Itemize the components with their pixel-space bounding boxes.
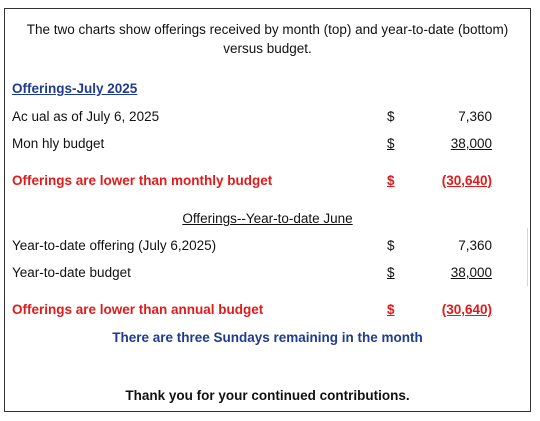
monthly-actual-label: Ac ual as of July 6, 2025 bbox=[12, 109, 160, 124]
monthly-variance-amount: (30,640) bbox=[441, 173, 492, 188]
monthly-budget-amount: 38,000 bbox=[450, 136, 492, 151]
monthly-budget-label: Mon hly budget bbox=[12, 136, 105, 151]
monthly-variance-currency: $ bbox=[387, 173, 395, 188]
ytd-budget-amount: 38,000 bbox=[450, 265, 492, 280]
monthly-budget-currency: $ bbox=[387, 136, 395, 151]
sundays-remaining-note: There are three Sundays remaining in the month bbox=[112, 330, 423, 345]
ytd-budget-row bbox=[12, 264, 502, 282]
ytd-offering-label: Year-to-date offering (July 6,2025) bbox=[12, 238, 217, 253]
ytd-offering-currency: $ bbox=[387, 238, 395, 253]
ytd-offering-row bbox=[12, 237, 502, 255]
report-frame bbox=[4, 8, 531, 412]
monthly-actual-row bbox=[12, 108, 502, 126]
monthly-actual-currency: $ bbox=[387, 109, 395, 124]
intro-line-1: The two charts show offerings received by month (top) and year-to-date (bottom) bbox=[26, 22, 509, 37]
ytd-variance-currency: $ bbox=[387, 302, 395, 317]
ytd-budget-label: Year-to-date budget bbox=[12, 265, 131, 280]
cell-divider bbox=[527, 228, 528, 286]
monthly-variance-label: Offerings are lower than monthly budget bbox=[12, 173, 273, 188]
intro-text bbox=[4, 20, 531, 58]
ytd-budget-currency: $ bbox=[387, 265, 395, 280]
ytd-variance-amount: (30,640) bbox=[441, 302, 492, 317]
ytd-variance-row bbox=[12, 301, 502, 319]
ytd-variance-label: Offerings are lower than annual budget bbox=[12, 302, 264, 317]
monthly-variance-row bbox=[12, 172, 502, 190]
intro-line-2: versus budget. bbox=[223, 41, 312, 56]
monthly-actual-amount: 7,360 bbox=[458, 109, 492, 124]
thank-you-message: Thank you for your continued contributions. bbox=[125, 388, 410, 403]
ytd-heading: Offerings--Year-to-date June bbox=[182, 211, 353, 226]
ytd-offering-amount: 7,360 bbox=[458, 238, 492, 253]
monthly-heading: Offerings-July 2025 bbox=[12, 81, 138, 96]
monthly-budget-row bbox=[12, 135, 502, 153]
